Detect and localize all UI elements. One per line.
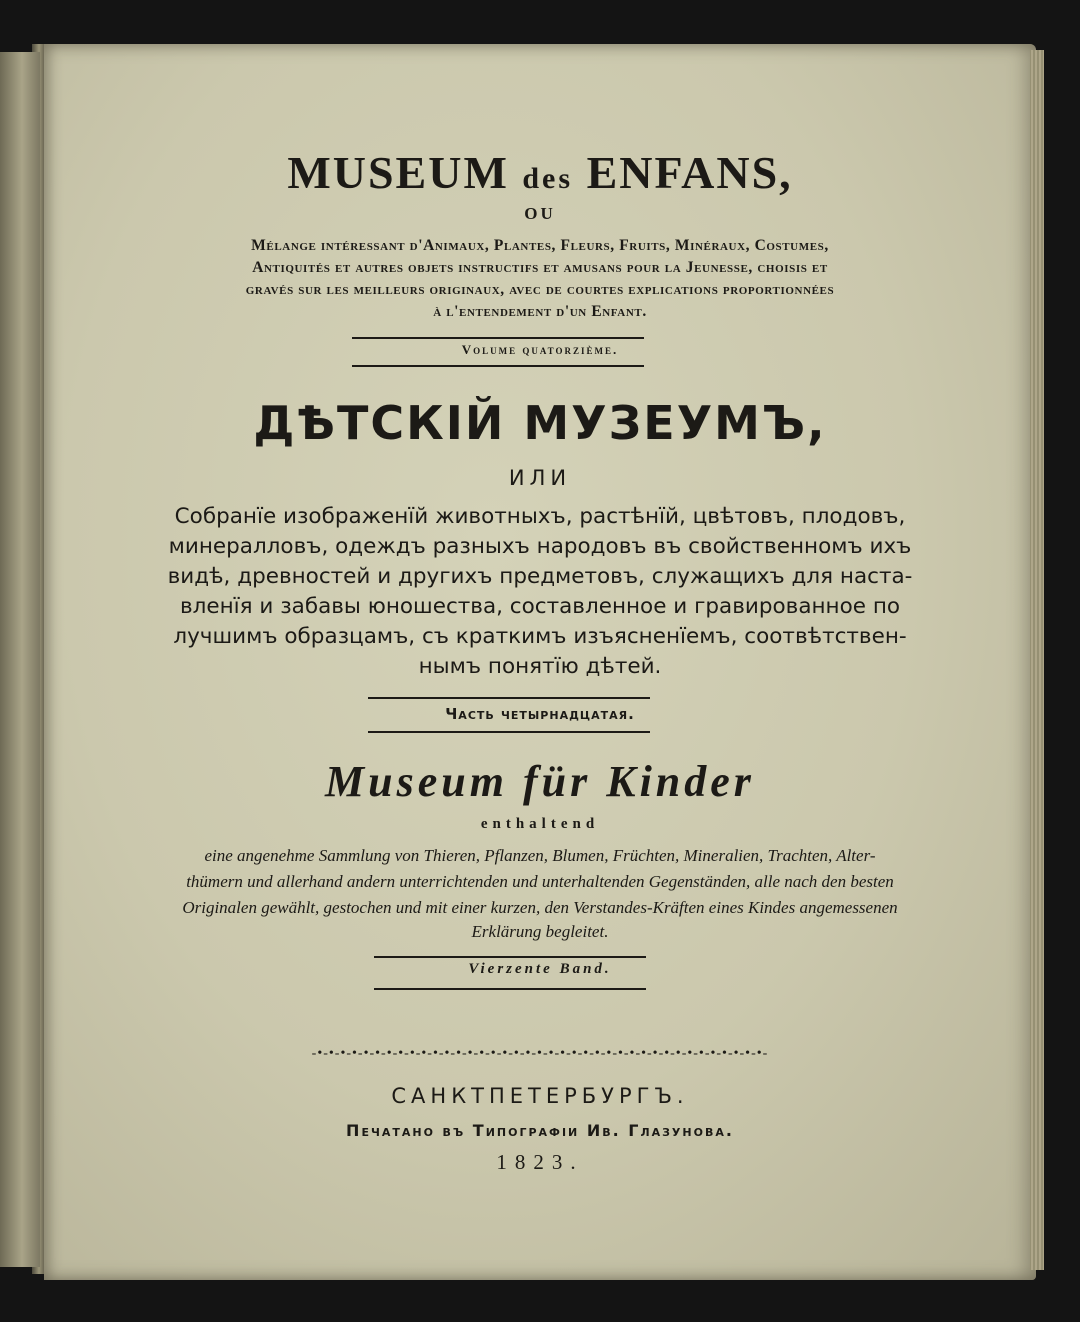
russian-ili: ИЛИ [508, 466, 572, 490]
imprint-year: 1823. [496, 1150, 584, 1174]
german-description-line: thümern und allerhand andern unterrichtenden und unterhaltenden Gegenständen, alle nach den besten [186, 872, 894, 891]
french-description-line: Antiquités et autres objets instructifs et amusans pour la Jeunesse, choisis et [252, 259, 828, 276]
french-title-part-1: MUSEUM [287, 147, 509, 198]
russian-description-line: видѣ, древностей и другихъ предметовъ, служащихъ для наста- [167, 564, 913, 589]
french-volume: Volume quatorzième. [461, 342, 619, 357]
russian-description-line: минералловъ, одеждъ разныхъ народовъ въ свойственномъ ихъ [168, 534, 912, 559]
ornamental-rule: -•-•-•-•-•-•-•-•-•-•-•-•-•-•-•-•-•-•-•-•-•-•-•-•-•-•-•-•-•-•-•-•-•-•-•-•-•-•-•- [311, 1046, 769, 1061]
german-subtitle: enthaltend [480, 816, 600, 832]
french-ou: OU [524, 204, 556, 223]
french-title-part-2: des [522, 162, 574, 195]
divider-rule [374, 956, 646, 958]
divider-rule [352, 365, 644, 367]
french-title [44, 146, 1036, 199]
russian-description-line: нымъ понятїю дѣтей. [418, 654, 662, 679]
german-description-line: Originalen gewählt, gestochen und mit einer kurzen, den Verstandes-Kräften eines Kindes angemessenen [182, 898, 898, 917]
french-description-line: Mélange intéressant d'Animaux, Plantes, Fleurs, Fruits, Minéraux, Costumes, [251, 237, 829, 254]
divider-rule [368, 697, 650, 699]
french-title-part-3: ENFANS, [586, 147, 793, 198]
french-description-line: à l'entendement d'un Enfant. [433, 303, 647, 320]
russian-volume: Часть четырнадцатая. [445, 705, 635, 723]
german-description-line: eine angenehme Sammlung von Thieren, Pflanzen, Blumen, Früchten, Mineralien, Trachten, Alter- [204, 846, 876, 865]
left-page-edge [0, 52, 40, 1267]
divider-rule [368, 731, 650, 733]
title-page-content [44, 44, 1036, 1280]
imprint-printer: Печатано въ Типографіи Ив. Глазунова. [346, 1121, 734, 1140]
russian-description-line: лучшимъ образцамъ, съ краткимъ изъясненїемъ, соотвѣтствен- [173, 624, 907, 649]
russian-description-line: Собранїе изображенїй животныхъ, растѣнїй, цвѣтовъ, плодовъ, [174, 504, 906, 529]
divider-rule [374, 988, 646, 990]
russian-description-line: вленїя и забавы юношества, составленное и гравированное по [179, 594, 901, 619]
german-volume: Vierzente Band. [468, 961, 612, 977]
divider-rule [352, 337, 644, 339]
german-description-line: Erklärung begleitet. [471, 922, 609, 941]
german-title: Museum für Kinder [325, 757, 755, 806]
imprint-city: САНКТПЕТЕРБУРГЪ. [391, 1084, 689, 1108]
french-description-line: gravés sur les meilleurs originaux, avec de courtes explications proportionnées [245, 281, 835, 298]
russian-title: ДѢТСКІЙ МУЗЕУМЪ, [253, 396, 827, 450]
